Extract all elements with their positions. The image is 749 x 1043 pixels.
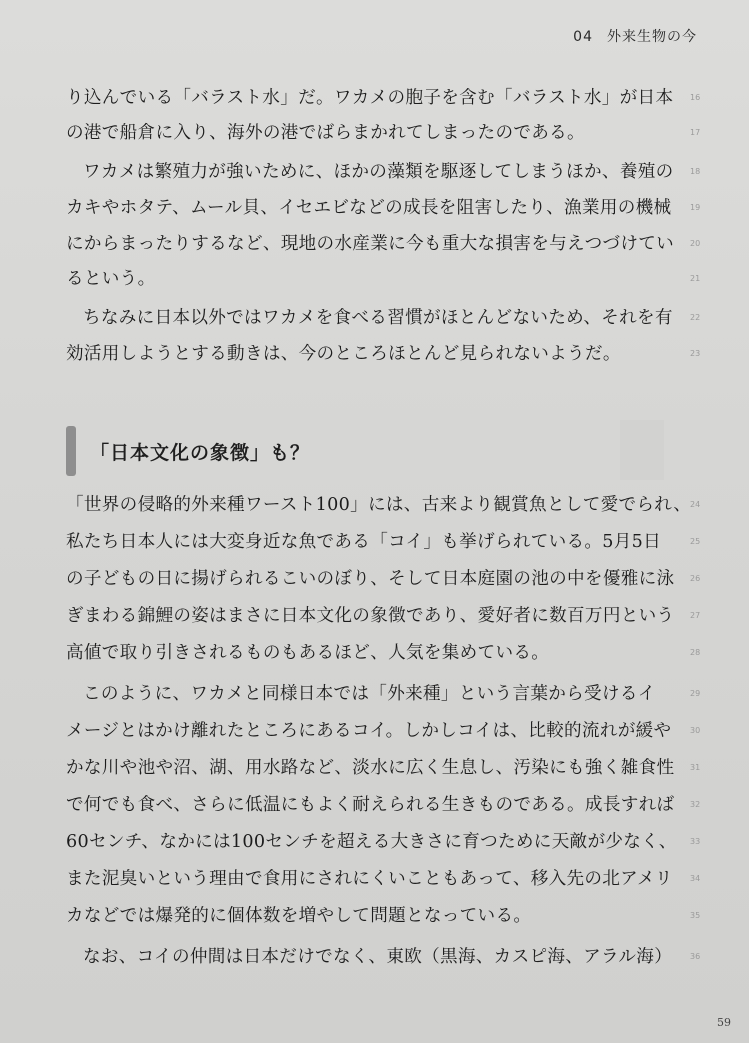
line-number: 33	[690, 837, 701, 846]
line-number: 35	[690, 911, 701, 920]
text-line: るという。	[66, 269, 156, 289]
line-number: 27	[690, 611, 701, 620]
text-line: このように、ワカメと同様日本では「外来種」という言葉から受けるイ	[83, 684, 656, 704]
text-line: 効活用しようとする動きは、今のところほとんど見られないようだ。	[66, 344, 621, 364]
line-number: 20	[690, 239, 701, 248]
text-line: ワカメは繁殖力が強いために、ほかの藻類を駆逐してしまうほか、養殖の	[83, 162, 674, 182]
text-line: り込んでいる「バラスト水」だ。ワカメの胞子を含む「バラスト水」が日本	[66, 88, 674, 108]
running-head	[573, 26, 697, 46]
section-title: 「日本文化の象徴」も？	[90, 441, 311, 464]
text-line: なお、コイの仲間は日本だけでなく、東欧（黒海、カスピ海、アラル海）	[83, 947, 673, 967]
line-number: 34	[690, 874, 701, 883]
section-heading	[66, 425, 310, 477]
line-number: 22	[690, 313, 701, 322]
section-heading-bar	[66, 426, 76, 476]
text-line: また泥臭いという理由で食用にされにくいこともあって、移入先の北アメリ	[66, 869, 673, 889]
line-number: 23	[690, 349, 701, 358]
page-number: 59	[717, 1016, 731, 1029]
line-number: 21	[690, 274, 701, 283]
line-number: 25	[690, 537, 701, 546]
text-line: メージとはかけ離れたところにあるコイ。しかしコイは、比較的流れが緩や	[66, 721, 672, 741]
line-number: 24	[690, 500, 701, 509]
text-line: の港で船倉に入り、海外の港でばらまかれてしまったのである。	[66, 123, 585, 143]
text-line: の子どもの日に揚げられるこいのぼり、そして日本庭園の池の中を優雅に泳	[66, 569, 675, 589]
background-shadow	[620, 420, 664, 480]
line-number: 29	[690, 689, 701, 698]
text-line: 高値で取り引きされるものもあるほど、人気を集めている。	[66, 643, 550, 663]
text-line: ぎまわる錦鯉の姿はまさに日本文化の象徴であり、愛好者に数百万円という	[66, 606, 675, 626]
text-line: 60センチ、なかには100センチを超える大きさに育つために天敵が少なく、	[66, 832, 677, 852]
text-line: 「世界の侵略的外来種ワースト100」には、古来より観賞魚として愛でられ、	[66, 495, 692, 515]
line-number: 17	[690, 128, 701, 137]
line-number: 31	[690, 763, 701, 772]
line-number: 36	[690, 952, 701, 961]
line-number: 16	[690, 93, 701, 102]
text-line: にからまったりするなど、現地の水産業に今も重大な損害を与えつづけてい	[66, 234, 675, 254]
line-number: 30	[690, 726, 701, 735]
chapter-title: 外来生物の今	[607, 29, 697, 45]
line-number: 28	[690, 648, 701, 657]
line-number: 19	[690, 203, 701, 212]
text-line: カなどでは爆発的に個体数を増やして問題となっている。	[66, 906, 532, 926]
line-number: 18	[690, 167, 701, 176]
text-line: 私たち日本人には大変身近な魚である「コイ」も挙げられている。5月5日	[66, 532, 662, 552]
text-line: ちなみに日本以外ではワカメを食べる習慣がほとんどないため、それを有	[83, 308, 673, 328]
text-line: で何でも食べ、さらに低温にもよく耐えられる生きものである。成長すれば	[66, 795, 675, 815]
text-line: かな川や池や沼、湖、用水路など、淡水に広く生息し、汚染にも強く雑食性	[66, 758, 675, 778]
text-line: カキやホタテ、ムール貝、イセエビなどの成長を阻害したり、漁業用の機械	[66, 198, 672, 218]
chapter-number: 04	[573, 29, 593, 45]
line-number: 26	[690, 574, 701, 583]
line-number: 32	[690, 800, 701, 809]
